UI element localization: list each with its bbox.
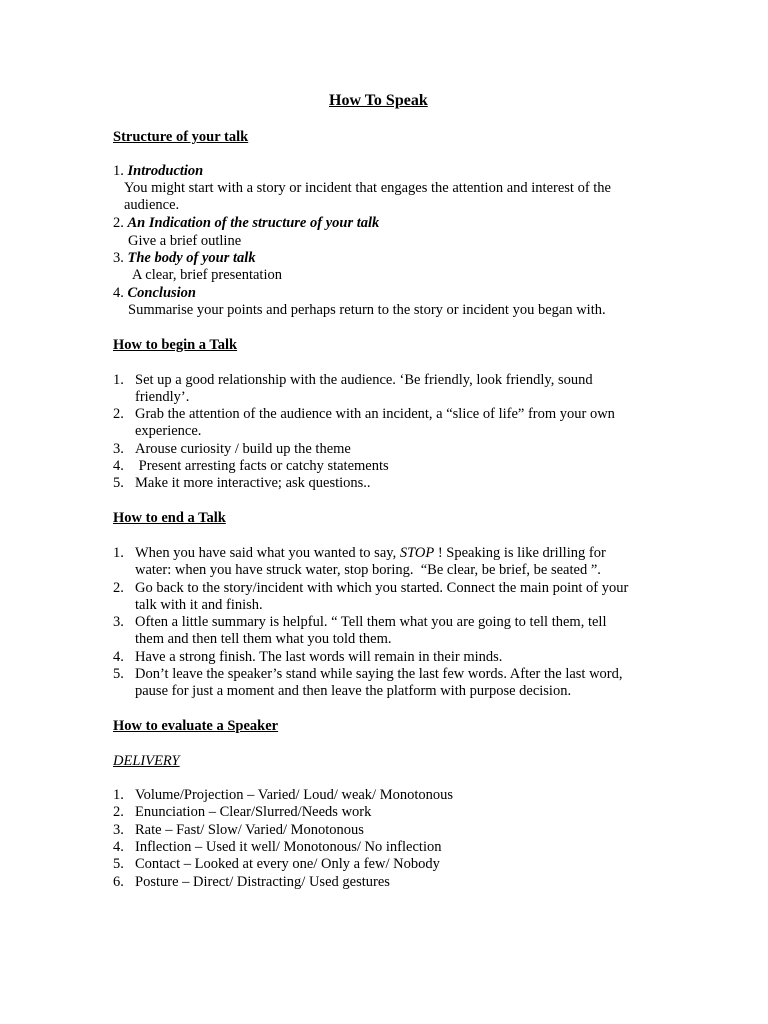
structure-item-2-text: Give a brief outline [128,233,242,249]
list-item: Grab the attention of the audience with an incident, a “slice of life” from your own [135,406,615,422]
structure-item-3-text: A clear, brief presentation [132,267,282,283]
item-label: The body of your talk [127,250,256,266]
list-item: experience. [135,423,202,439]
list-number: 3. [113,441,124,457]
item-number: 2. [113,215,124,231]
section-heading-evaluate: How to evaluate a Speaker [113,718,279,734]
list-item: Enunciation – Clear/Slurred/Needs work [135,804,372,820]
item-number: 3. [113,250,124,266]
stop-emphasis: STOP [399,545,435,561]
list-item: Present arresting facts or catchy statements [135,458,389,474]
list-item: Often a little summary is helpful. “ Tell them what you are going to tell them, tell [135,614,607,630]
item-label: An Indication of the structure of your talk [127,215,380,231]
list-number: 6. [113,874,124,890]
structure-item-3-title [113,250,256,267]
page-title: How To Speak [329,92,428,109]
list-number: 2. [113,804,124,820]
list-item [135,545,606,562]
list-number: 1. [113,372,124,388]
list-item: them and then tell them what you told them. [135,631,392,647]
list-number: 4. [113,458,124,474]
list-item: Inflection – Used it well/ Monotonous/ No inflection [135,839,442,855]
list-number: 4. [113,839,124,855]
list-item: talk with it and finish. [135,597,263,613]
list-item-text: ! Speaking is like drilling for [434,545,606,561]
list-number: 5. [113,475,124,491]
list-item: water: when you have struck water, stop boring. “Be clear, be brief, be seated ”. [135,562,601,578]
list-item: Posture – Direct/ Distracting/ Used gestures [135,874,390,890]
item-number: 1. [113,163,124,179]
section-heading-begin: How to begin a Talk [113,337,238,353]
structure-item-1-text: audience. [124,197,180,213]
list-item: Set up a good relationship with the audience. ‘Be friendly, look friendly, sound [135,372,593,388]
list-item-text: When you have said what you wanted to say, [135,545,400,561]
list-number: 3. [113,822,124,838]
item-number: 4. [113,285,124,301]
structure-item-4-text: Summarise your points and perhaps return to the story or incident you began with. [128,302,606,318]
list-item: Make it more interactive; ask questions.. [135,475,371,491]
structure-item-1-title [113,163,203,180]
list-item: pause for just a moment and then leave the platform with purpose decision. [135,683,572,699]
structure-item-4-title [113,285,196,302]
list-number: 2. [113,580,124,596]
list-number: 5. [113,666,124,682]
list-number: 5. [113,856,124,872]
list-item: Go back to the story/incident with which you started. Connect the main point of your [135,580,629,596]
item-label: Conclusion [127,285,196,301]
list-number: 1. [113,545,124,561]
list-item: friendly’. [135,389,190,405]
structure-item-2-title [113,215,379,232]
section-heading-end: How to end a Talk [113,510,226,526]
list-item: Have a strong finish. The last words will remain in their minds. [135,649,503,665]
item-label: Introduction [127,163,204,179]
list-item: Rate – Fast/ Slow/ Varied/ Monotonous [135,822,364,838]
list-number: 1. [113,787,124,803]
structure-item-1-text: You might start with a story or incident that engages the attention and interest of the [124,180,611,196]
list-number: 3. [113,614,124,630]
list-item: Volume/Projection – Varied/ Loud/ weak/ Monotonous [135,787,454,803]
list-item: Don’t leave the speaker’s stand while saying the last few words. After the last word, [135,666,623,682]
list-item: Arouse curiosity / build up the theme [135,441,351,457]
list-number: 4. [113,649,124,665]
list-item: Contact – Looked at every one/ Only a few/ Nobody [135,856,440,872]
subheading-delivery: DELIVERY [113,753,180,769]
list-number: 2. [113,406,124,422]
section-heading-structure: Structure of your talk [113,129,249,145]
